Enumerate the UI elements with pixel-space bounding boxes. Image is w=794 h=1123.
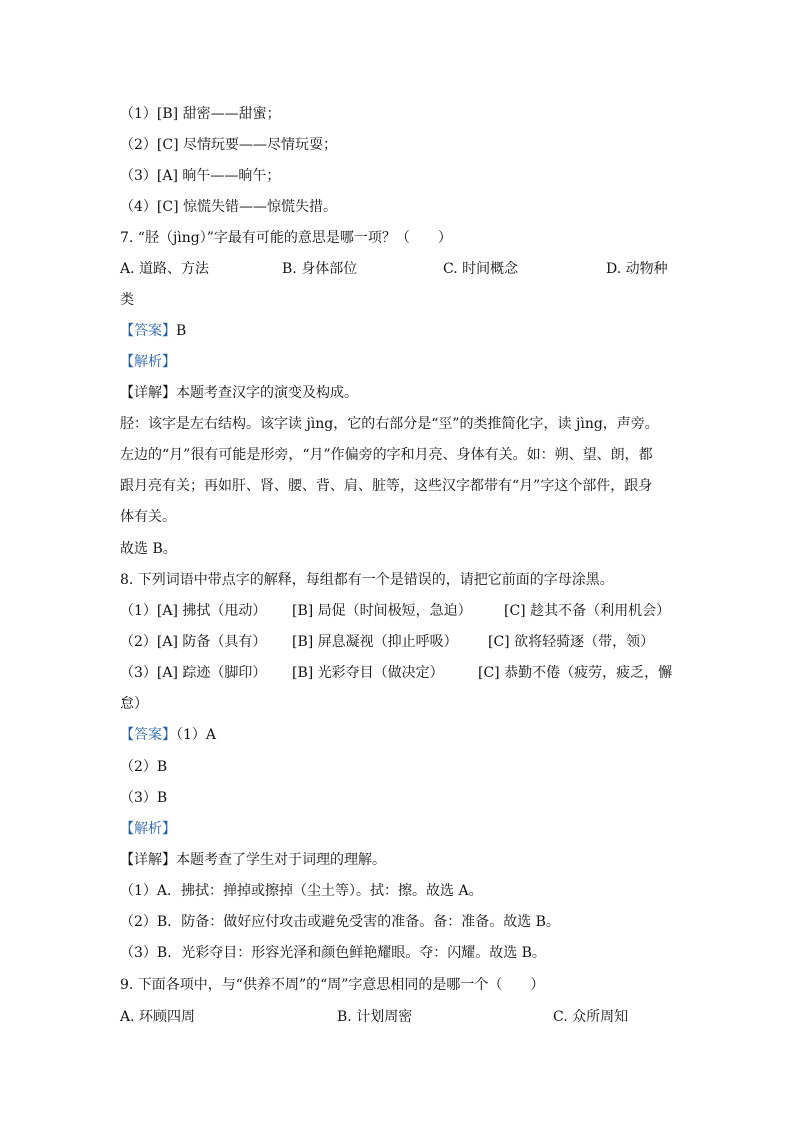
q9-option-c: C. 众所周知 [553, 1009, 629, 1025]
q8-row3-a: （3）[A] 踪迹（脚印） [120, 665, 267, 681]
q8-row2-b: [B] 屏息凝视（抑止呼吸） [292, 634, 458, 650]
prev-answer-line: （3）[A] 晌午——晌午； [120, 168, 281, 184]
q8-detail-line: （3）B．光彩夺目：形容光泽和颜色鲜艳耀眼。夺：闪耀。故选 B。 [120, 945, 546, 961]
answer-tag: 【答案】 [120, 727, 176, 743]
q8-row2-c: [C] 欲将轻骑逐（带，领） [488, 634, 655, 650]
analysis-tag: 【解析】 [120, 354, 176, 370]
q8-row1-a: （1）[A] 拂拭（甩动） [120, 603, 267, 619]
q7-detail-line: 胫：该字是左右结构。该字读 jìng，它的右部分是“巠”的类推简化字，读 jìng，声旁。 [120, 416, 659, 432]
q8-answer-line: （3）B [120, 790, 168, 806]
q7-option-b: B. 身体部位 [282, 261, 358, 277]
q8-detail-intro [120, 850, 386, 870]
detail-tag: 【详解】 [120, 852, 176, 868]
answer-value: （1）A [176, 727, 217, 743]
q8-row1-c: [C] 趁其不备（利用机会） [504, 603, 671, 619]
q8-answer-line: （2）B [120, 759, 168, 775]
q7-option-a: A. 道路、方法 [120, 261, 210, 277]
q7-detail-line: 故选 B。 [120, 541, 177, 557]
question-8-text: 8. 下列词语中带点字的解释，每组都有一个是错误的，请把它前面的字母涂黑。 [120, 572, 614, 588]
q9-option-b: B. 计划周密 [337, 1009, 413, 1025]
q8-row2-a: （2）[A] 防备（具有） [120, 634, 267, 650]
q7-option-c: C. 时间概念 [443, 261, 519, 277]
prev-answer-line: （2）[C] 尽情玩要——尽情玩耍； [120, 137, 337, 153]
detail-intro-text: 本题考查了学生对于词理的理解。 [176, 852, 386, 868]
detail-intro-text: 本题考查汉字的演变及构成。 [176, 385, 358, 401]
q7-detail-intro [120, 383, 358, 403]
q7-option-d: D. 动物种 [606, 261, 668, 277]
analysis-tag: 【解析】 [120, 821, 176, 837]
question-7-text: 7. “胫（jìng）”字最有可能的意思是哪一项？（ ） [120, 230, 452, 246]
q8-row3-b: [B] 光彩夺目（做决定） [292, 665, 444, 681]
q7-detail-line: 体有关。 [120, 509, 176, 525]
q8-detail-line: （2）B．防备：做好应付攻击或避免受害的准备。备：准备。故选 B。 [120, 914, 560, 930]
q8-row1-b: [B] 局促（时间极短，急迫） [292, 603, 472, 619]
q7-answer [120, 321, 186, 341]
q7-detail-line: 跟月亮有关；再如肝、肾、腰、背、肩、脏等，这些汉字都带有“月”字这个部件，跟身 [120, 478, 653, 494]
prev-answer-line: （1）[B] 甜密——甜蜜； [120, 106, 281, 122]
question-9-text: 9. 下面各项中，与“供养不周”的“周”字意思相同的是哪一个（ ） [120, 977, 545, 993]
answer-value: B [176, 323, 187, 339]
q9-option-a: A. 环顾四周 [120, 1009, 196, 1025]
prev-answer-line: （4）[C] 惊慌失错——惊慌失措。 [120, 199, 337, 215]
detail-tag: 【详解】 [120, 385, 176, 401]
q7-option-wrap: 类 [120, 292, 134, 308]
q8-row-wrap: 怠） [120, 696, 148, 712]
q8-detail-line: （1）A．拂拭：掸掉或擦掉（尘土等）。拭：擦。故选 A。 [120, 883, 483, 899]
q7-detail-line: 左边的“月”很有可能是形旁，“月”作偏旁的字和月亮、身体有关。如：朔、望、朗，都 [120, 447, 653, 463]
q8-row3-c: [C] 恭勤不倦（疲劳，疲乏，懈 [478, 665, 673, 681]
answer-tag: 【答案】 [120, 323, 176, 339]
q8-answer [120, 725, 216, 745]
